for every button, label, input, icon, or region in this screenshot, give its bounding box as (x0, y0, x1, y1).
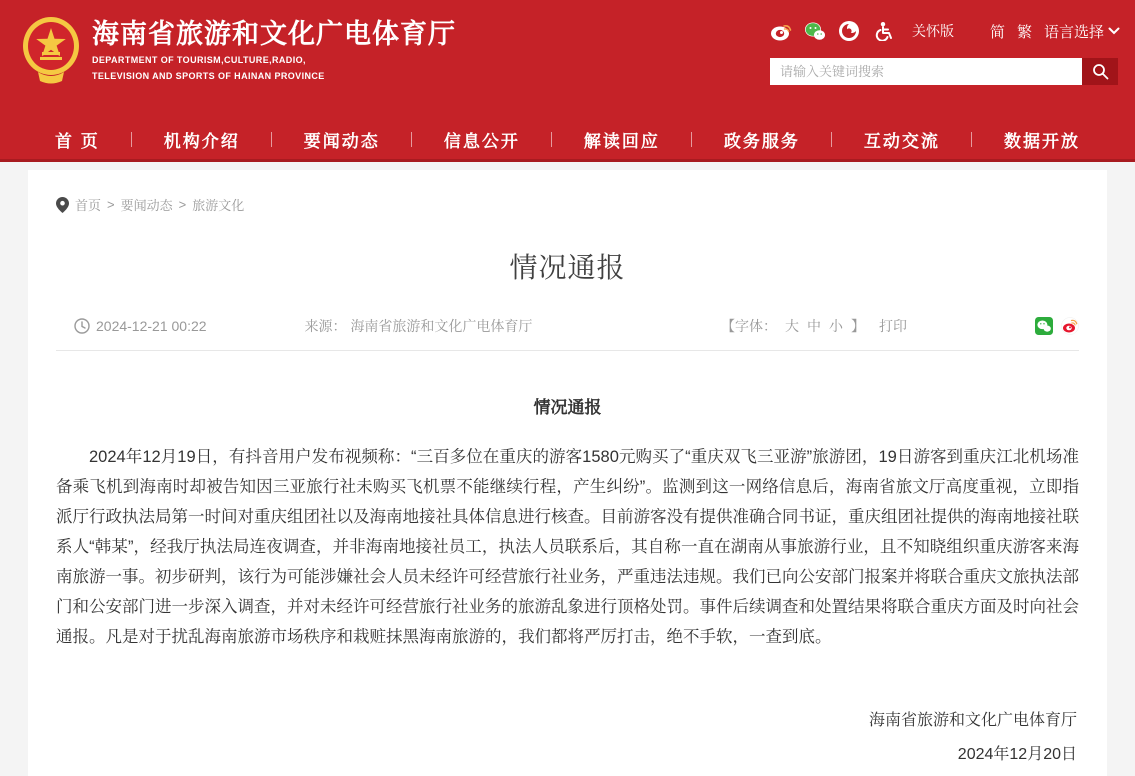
source-value: 海南省旅游和文化广电体育厅 (350, 318, 533, 334)
publish-date-text: 2024-12-21 00:22 (96, 318, 207, 334)
national-emblem-icon (20, 16, 82, 84)
wechat-icon[interactable] (804, 20, 826, 42)
article-signature (56, 704, 1079, 772)
article-paragraph: 2024年12月19日，有抖音用户发布视频称：“三百多位在重庆的游客1580元购买了“重庆双飞三亚游”旅游团，19日游客到重庆江北机场准备乘飞机到海南时却被告知因三亚旅行社未购买飞机票不能继续行程，产生纠纷”。监测到这一网络信息后，海南省旅文厅高度重视，立即指派厅行政执法局第一时间对重庆组团社以及海南地接社具体信息进行核查。目前游客没有提供准确合同书证，重庆组团社提供的海南地接社联系人“韩某”，经我厅执法局连夜调查，并非海南地接社员工，执法人员联系后，其自称一直在湖南从事旅游行业，且不知晓组织重庆游客来海南旅游一事。初步研判，该行为可能涉嫌社会人员未经许可经营旅行社业务，严重违法违规。我们已向公安部门报案并将联合重庆文旅执法部门和公安部门进一步深入调查，并对未经许可经营旅行社业务的旅游乱象进行顶格处罚。事件后续调查和处置结果将联合重庆方面及时向社会通报。凡是对于扰乱海南旅游市场秩序和栽赃抹黑海南旅游的，我们都将严厉打击，绝不手软，一查到底。 (56, 448, 1079, 646)
share-buttons (1035, 317, 1079, 335)
article-source (305, 316, 533, 336)
media-swirl-icon[interactable] (838, 20, 860, 42)
publish-date (74, 318, 207, 334)
content-panel (28, 170, 1107, 776)
breadcrumb-separator: > (107, 197, 115, 212)
site-subtitle-en-1: DEPARTMENT OF TOURISM,CULTURE,RADIO, (92, 55, 306, 65)
lang-simplified-button[interactable]: 简 (989, 23, 1005, 41)
nav-item-info-disclosure[interactable]: 信息公开 (443, 132, 520, 151)
nav-separator (971, 132, 972, 147)
header-tools (770, 20, 1120, 85)
breadcrumb-home[interactable]: 首页 (75, 198, 102, 213)
site-title-cn: 海南省旅游和文化广电体育厅 (92, 19, 456, 49)
signature-date: 2024年12月20日 (957, 746, 1077, 763)
care-version-link[interactable]: 关怀版 (912, 23, 954, 39)
search-input[interactable] (770, 58, 1082, 85)
nav-item-news[interactable]: 要闻动态 (303, 132, 380, 151)
site-subtitle-en-2: TELEVISION AND SPORTS OF HAINAN PROVINCE (92, 71, 325, 81)
nav-item-open-data[interactable]: 数据开放 (1003, 132, 1080, 151)
location-pin-icon (56, 197, 69, 213)
nav-separator (831, 132, 832, 147)
nav-separator (131, 132, 132, 147)
source-label: 来源： (304, 318, 347, 334)
site-header (0, 0, 1135, 120)
weibo-icon[interactable] (770, 20, 792, 42)
font-prefix: 【字体： (721, 318, 777, 334)
main-nav (0, 120, 1135, 162)
font-size-medium-button[interactable]: 中 (807, 318, 821, 334)
site-logo[interactable] (20, 16, 456, 84)
clock-icon (74, 318, 90, 334)
print-button[interactable]: 打印 (879, 318, 907, 334)
nav-item-org-intro[interactable]: 机构介绍 (163, 132, 240, 151)
article-title: 情况通报 (509, 252, 626, 283)
breadcrumb-news[interactable]: 要闻动态 (120, 198, 173, 213)
search-bar (770, 58, 1118, 85)
font-size-small-button[interactable]: 小 (829, 318, 843, 334)
language-selector-label: 语言选择 (1043, 23, 1104, 41)
nav-item-interaction[interactable]: 互动交流 (863, 132, 940, 151)
nav-separator (411, 132, 412, 147)
font-size-controls (721, 316, 907, 336)
font-suffix: 】 (851, 318, 865, 334)
breadcrumb (56, 170, 1079, 214)
share-wechat-icon[interactable] (1035, 317, 1053, 335)
nav-separator (691, 132, 692, 147)
nav-separator (271, 132, 272, 147)
nav-item-interpretation[interactable]: 解读回应 (583, 132, 660, 151)
article-meta (56, 316, 1079, 351)
chevron-down-icon (1108, 27, 1120, 35)
body-heading: 情况通报 (533, 398, 602, 417)
breadcrumb-separator: > (178, 197, 187, 212)
accessibility-icon[interactable] (872, 20, 894, 42)
search-icon (1092, 63, 1109, 80)
site-title (92, 17, 456, 83)
share-weibo-icon[interactable] (1061, 317, 1079, 335)
breadcrumb-tourism-culture[interactable]: 旅游文化 (192, 198, 245, 213)
nav-item-gov-services[interactable]: 政务服务 (723, 132, 800, 151)
language-selector[interactable] (1044, 21, 1120, 42)
font-size-large-button[interactable]: 大 (785, 318, 799, 334)
nav-item-home[interactable]: 首 页 (55, 132, 100, 151)
search-button[interactable] (1082, 58, 1118, 85)
signature-name: 海南省旅游和文化广电体育厅 (868, 712, 1077, 729)
lang-traditional-button[interactable]: 繁 (1016, 23, 1032, 41)
nav-separator (551, 132, 552, 147)
